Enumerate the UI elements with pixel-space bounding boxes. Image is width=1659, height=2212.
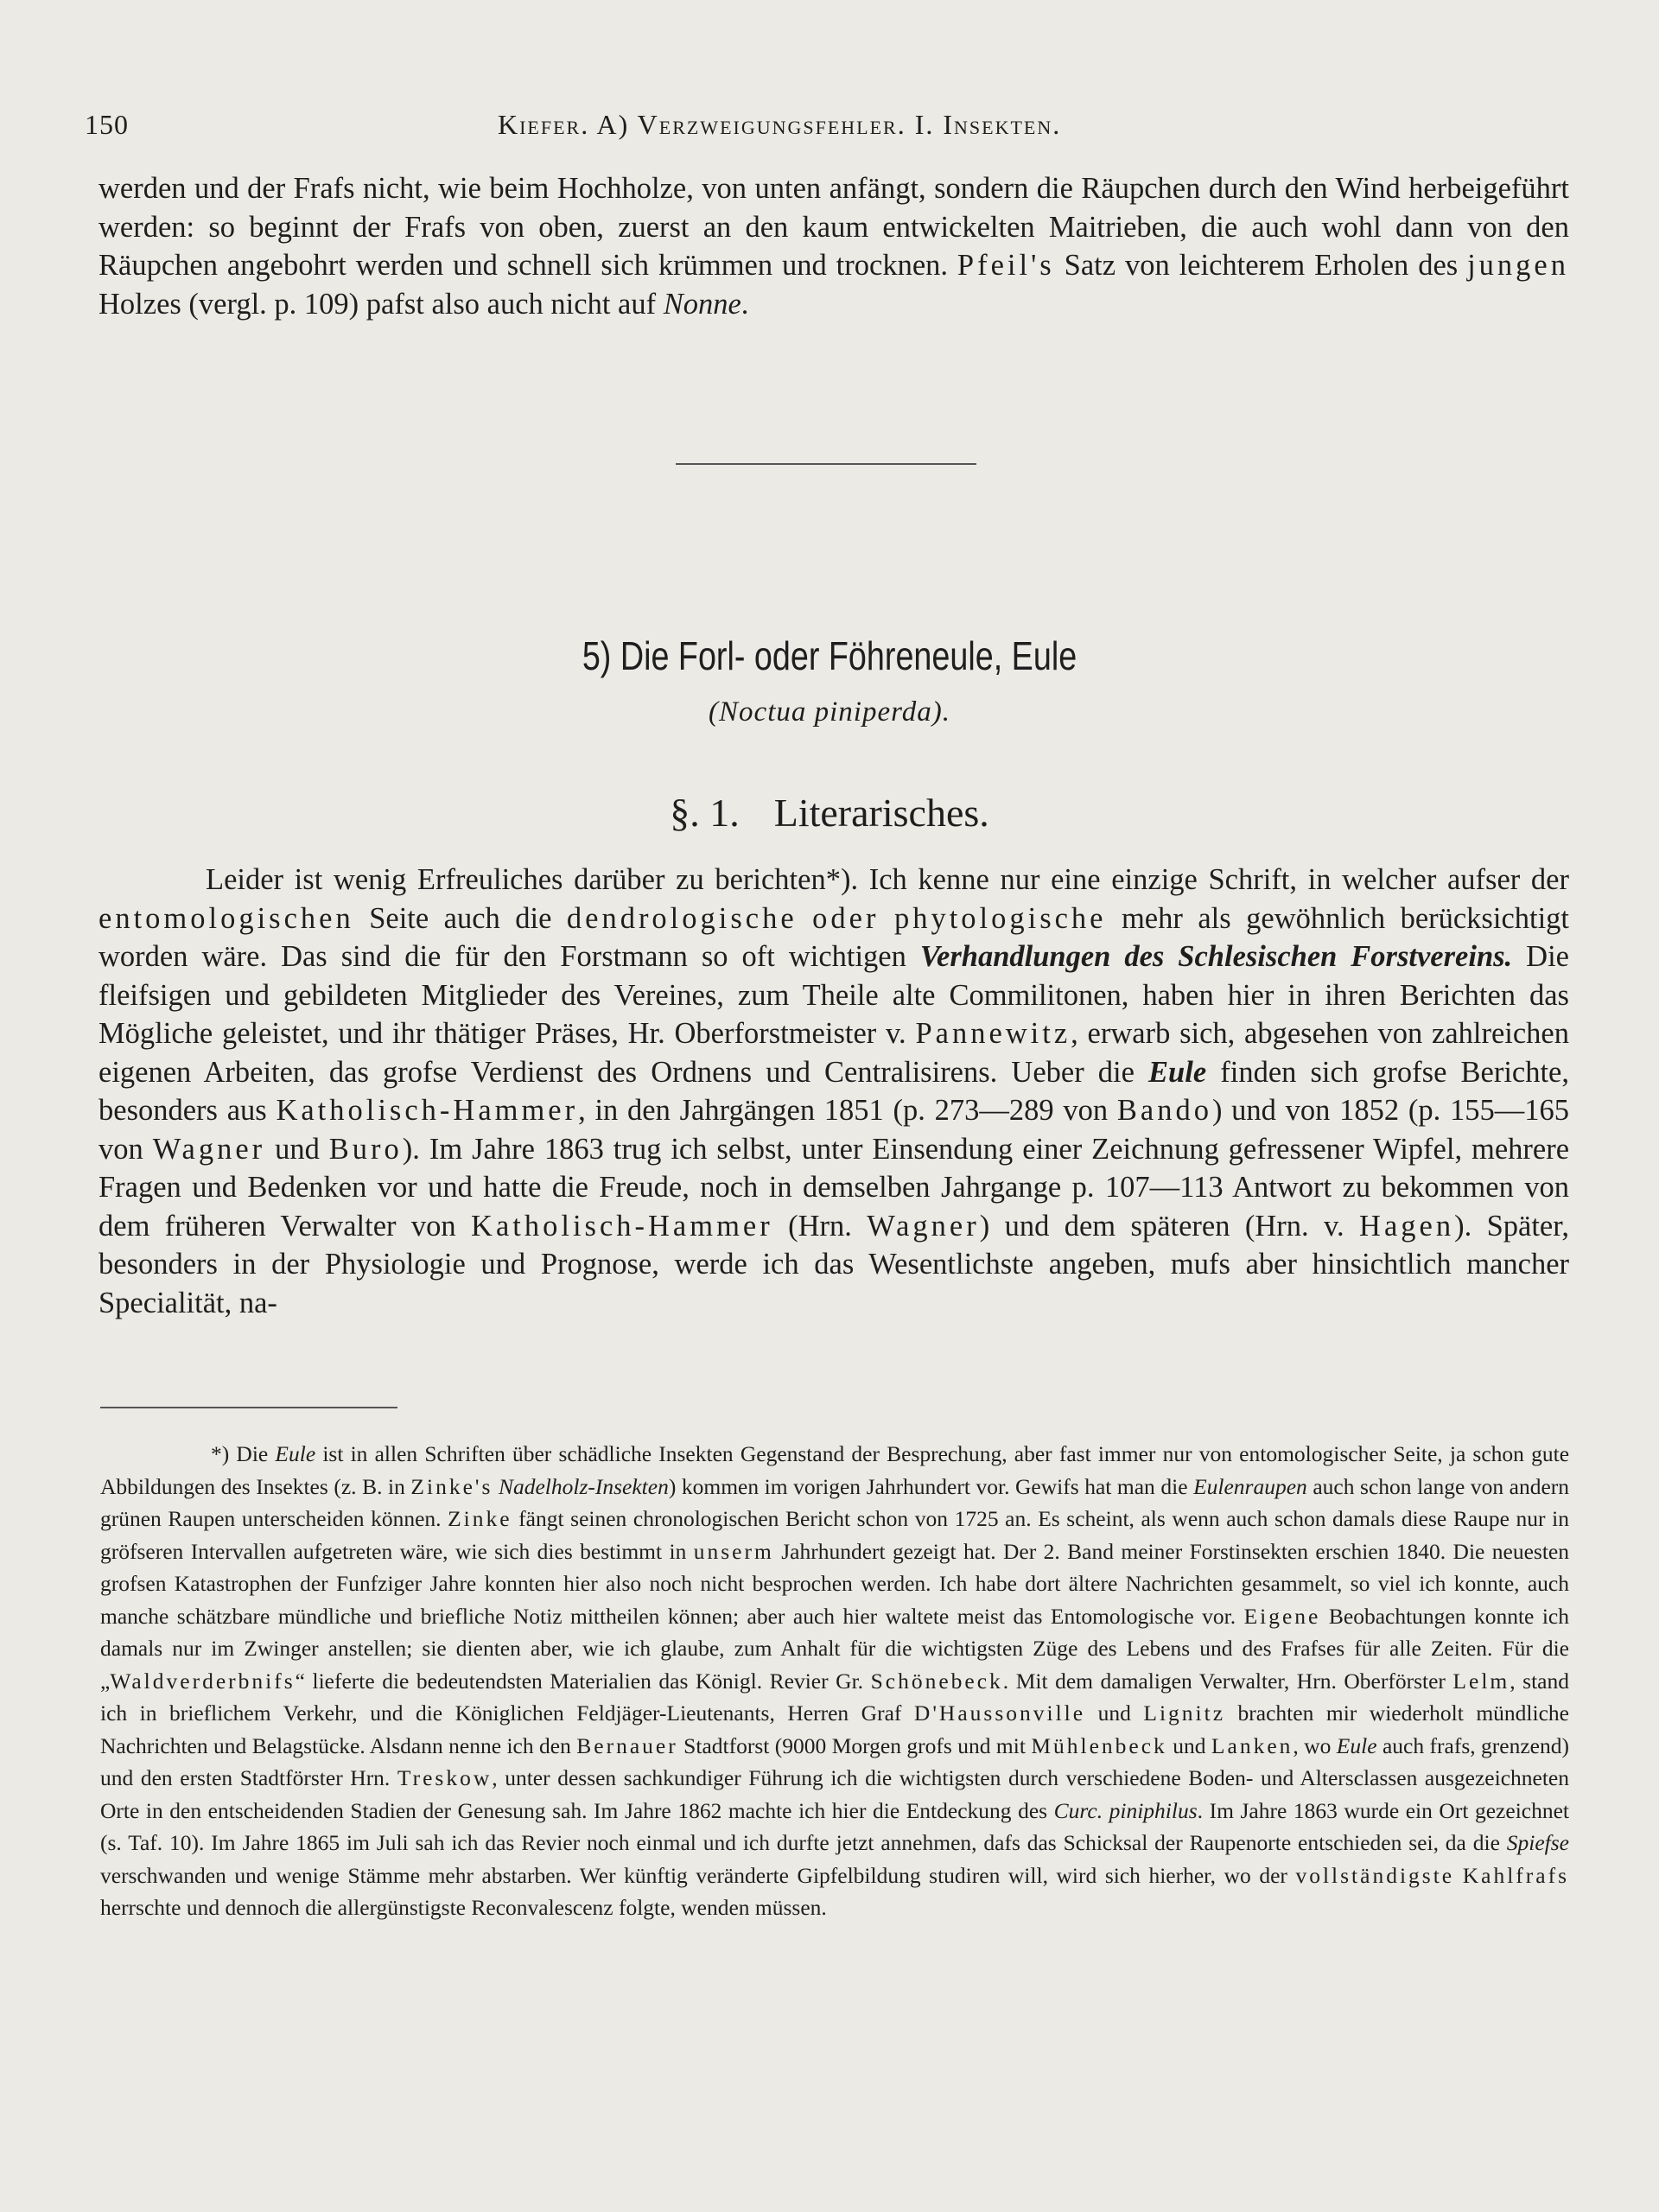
section-subtitle: (Noctua piniperda).: [709, 696, 950, 728]
spaced-name: Bernauer: [576, 1732, 678, 1758]
text-run: ) kommen im vorigen Jahrhundert vor. Gewifs hat man die: [668, 1473, 1194, 1499]
paragraph-heading: [0, 790, 1659, 836]
text-run: ). Später, besonders in der Physiologie und Prognose, werde ich das Wesentlichste angeben, mufs aber hinsichtlich mancher Specialität, na-: [99, 1209, 1569, 1319]
text-run: *) Die: [211, 1441, 276, 1466]
text-run: Leider ist wenig Erfreuliches darüber zu berichten*). Ich kenne nur eine einzige Schrift, in welcher aufser der: [206, 863, 1569, 896]
spaced-name: Pfeil's: [957, 249, 1055, 282]
text-run: und: [1166, 1732, 1211, 1758]
italic-word: Spiefse: [1506, 1830, 1569, 1855]
spaced-name: Lelm: [1452, 1668, 1510, 1694]
text-run: , wo: [1293, 1732, 1337, 1758]
spaced-name: Pannewitz: [915, 1017, 1071, 1050]
paragraph-heading-title: Literarisches.: [773, 791, 989, 835]
literature-paragraph: [99, 861, 1569, 1322]
text-run: mehr als gewöhnlich berücksichtigt worden wäre. Das sind die für den Forstmann so oft wichtigen: [99, 901, 1570, 973]
text-run: finden sich grofse Berichte, besonders aus: [99, 1055, 1569, 1127]
text-run: auch frafs, grenzend) und den ersten Stadtförster Hrn.: [100, 1732, 1569, 1790]
running-header: [85, 109, 1571, 147]
spaced-name: Hagen: [1359, 1209, 1455, 1243]
page-number: 150: [85, 109, 129, 140]
footnote-rule: [100, 1407, 397, 1408]
text-run: Satz von leichterem Erholen des: [1054, 249, 1468, 282]
italic-word: Eule: [1336, 1732, 1377, 1758]
text-run: und: [265, 1132, 329, 1166]
text-run: ). Im Jahre 1863 trug ich selbst, unter Einsendung einer Zeichnung gefressener Wipfel, mehrere Fragen und Bedenken vor und hatte die Freude, noch in demselben Jahrgange p. 107—113 Antwort zu bekommen von dem früheren Verwalter von: [99, 1132, 1570, 1243]
spaced-word: jungen: [1467, 249, 1569, 282]
text-run: [879, 902, 893, 935]
text-run: und: [1085, 1700, 1144, 1726]
spaced-name: Lignitz: [1143, 1700, 1226, 1726]
text-run: ) und dem späteren (Hrn. v.: [979, 1209, 1360, 1243]
spaced-name: Katholisch-Hammer: [276, 1094, 579, 1127]
text-run: Stadtforst (9000 Morgen grofs und mit: [677, 1732, 1032, 1758]
text-run: ) und von 1852 (p. 155—165 von: [99, 1094, 1569, 1166]
spaced-word: dendrologische: [566, 901, 798, 935]
spaced-name: Buro: [328, 1132, 403, 1166]
italic-title: Verhandlungen des Schlesischen Forstvereins.: [919, 940, 1513, 973]
text-run: verschwanden und wenige Stämme mehr abstarben. Wer künftig veränderte Gipfelbildung studiren will, wird sich hierher, wo der: [100, 1862, 1296, 1888]
text-run: herrschte und dennoch die allergünstigste Reconvalescenz folgte, wenden müssen.: [100, 1895, 827, 1920]
italic-word: Eule: [275, 1441, 316, 1466]
spaced-name: Schönebeck: [870, 1668, 1003, 1694]
spaced-word: Kahlfrafs: [1462, 1862, 1570, 1888]
spaced-name: Lanken: [1211, 1732, 1294, 1758]
spaced-word: phytologische: [893, 901, 1107, 935]
text-run: , unter dessen sachkundiger Führung ich die wichtigsten durch verschiedene Boden- und Altersclassen ausgezeichneten Orte in den entscheidenden Stadien der Genesung sah. Im Jahre 1862 machte ich hier die Entdeckung des: [100, 1765, 1569, 1823]
text-run: Beobachtungen konnte ich damals nur im Zwinger anstellen; sie dienten aber, wie ich glaube, zum Anhalt für die wichtigsten Züge des Lebens und des Frafses für alle Zeiten. Für die „: [100, 1603, 1570, 1694]
spaced-word: Eigene: [1243, 1603, 1321, 1629]
paragraph-sign: §. 1.: [670, 791, 740, 835]
text-run: , erwarb sich, abgesehen von zahlreichen eigenen Arbeiten, das grofse Verdienst des Ordnens und Centralisirens. Ueber die: [99, 1017, 1569, 1089]
text-run: “ lieferte die bedeutendsten Materialien das Königl. Revier Gr.: [295, 1668, 871, 1694]
text-run: auch schon lange von andern grünen Raupen unterscheiden können.: [100, 1473, 1570, 1531]
spaced-name: Bando: [1116, 1094, 1212, 1127]
spaced-name: Zinke's: [410, 1473, 493, 1499]
italic-word: Eulenraupen: [1193, 1473, 1307, 1499]
spaced-name: Wagner: [152, 1132, 266, 1166]
text-run: werden und der Frafs nicht, wie beim Hochholze, von unten anfängt, sondern die Räupchen durch den Wind herbeigeführt werden: so beginnt der Frafs von oben, zuerst an den kaum entwickelten Maitrieben, die auch wohl dann von den Räupchen angebohrt werden und schnell sich krümmen und trocknen.: [99, 172, 1569, 282]
spaced-word: Waldverderbnifs: [110, 1668, 296, 1694]
text-run: Die fleifsigen und gebildeten Mitglieder des Vereines, zum Theile alte Commilitonen, haben hier in ihren Berichten das Mögliche geleistet, und ihr thätiger Präses, Hr. Oberforstmeister v.: [99, 940, 1569, 1050]
italic-word: Eule: [1148, 1055, 1207, 1089]
spaced-name: D'Haussonville: [913, 1700, 1086, 1726]
text-run: , stand ich in brieflichem Verkehr, und die Königlichen Feldjäger-Lieutenants, Herren Graf: [100, 1668, 1569, 1726]
text-run: [798, 902, 812, 935]
text-run: , in den Jahrgängen 1851 (p. 273—289 von: [578, 1094, 1117, 1127]
text-run: [1454, 1863, 1463, 1888]
text-run: Seite auch die: [353, 901, 567, 935]
section-divider: [676, 463, 976, 465]
text-run: Holzes (vergl. p. 109) pafst also auch nicht auf: [99, 287, 664, 321]
italic-title: Nadelholz-Insekten: [498, 1473, 669, 1499]
spaced-name: Katholisch-Hammer: [471, 1209, 773, 1243]
spaced-name: Mühlenbeck: [1031, 1732, 1167, 1758]
spaced-word: oder: [812, 901, 880, 935]
text-run: fängt seinen chronologischen Bericht schon von 1725 an. Es scheint, als wenn auch schon damals diese Raupe nur in gröfseren Intervallen aufgetreten wäre, wie sich dies bestimmt in: [100, 1506, 1569, 1564]
text-run: . Mit dem damaligen Verwalter, Hrn. Oberförster: [1002, 1668, 1453, 1694]
text-run: .: [741, 287, 749, 321]
text-run: brachten mir wiederholt mündliche Nachrichten und Belagstücke. Alsdann nenne ich den: [100, 1700, 1569, 1758]
running-title: Kiefer. A) Verzweigungsfehler. I. Insekten.: [498, 109, 1062, 140]
spaced-word: unserm: [693, 1538, 774, 1564]
spaced-word: vollständigste: [1295, 1862, 1455, 1888]
spaced-name: Zinke: [448, 1506, 512, 1531]
italic-word: Curc. piniphilus: [1053, 1797, 1198, 1823]
italic-word: Nonne: [663, 287, 741, 321]
spaced-name: Wagner: [867, 1209, 980, 1243]
section-title: 5) Die Forl- oder Föhreneule, Eule: [582, 633, 1077, 678]
text-run: . Im Jahre 1863 wurde ein Ort gezeichnet (s. Taf. 10). Im Jahre 1865 im Juli sah ich das Revier noch einmal und ich durfte jetzt annehmen, dafs das Schicksal der Raupenorte entschieden sei, da die: [100, 1797, 1569, 1855]
text-run: ist in allen Schriften über schädliche Insekten Gegenstand der Besprechung, aber fast immer nur von entomologischer Seite, ja schon gute Abbildungen des Insektes (z. B. in: [100, 1441, 1570, 1499]
text-run: Jahrhundert gezeigt hat. Der 2. Band meiner Forstinsekten erschien 1840. Die neuesten grofsen Katastrophen der Funfziger Jahre konnten hier also noch nicht besprochen werden. Ich habe dort ältere Nachrichten gesammelt, so viel ich konnte, auch manche schätzbare mündliche und briefliche Notiz mittheilen können; aber auch hier waltete meist das Entomologische vor.: [100, 1538, 1569, 1629]
footnote: [100, 1438, 1569, 1924]
spaced-word: entomologischen: [99, 901, 354, 935]
text-run: (Hrn.: [772, 1209, 868, 1243]
continued-paragraph: [99, 169, 1569, 323]
spaced-name: Treskow: [397, 1765, 493, 1790]
